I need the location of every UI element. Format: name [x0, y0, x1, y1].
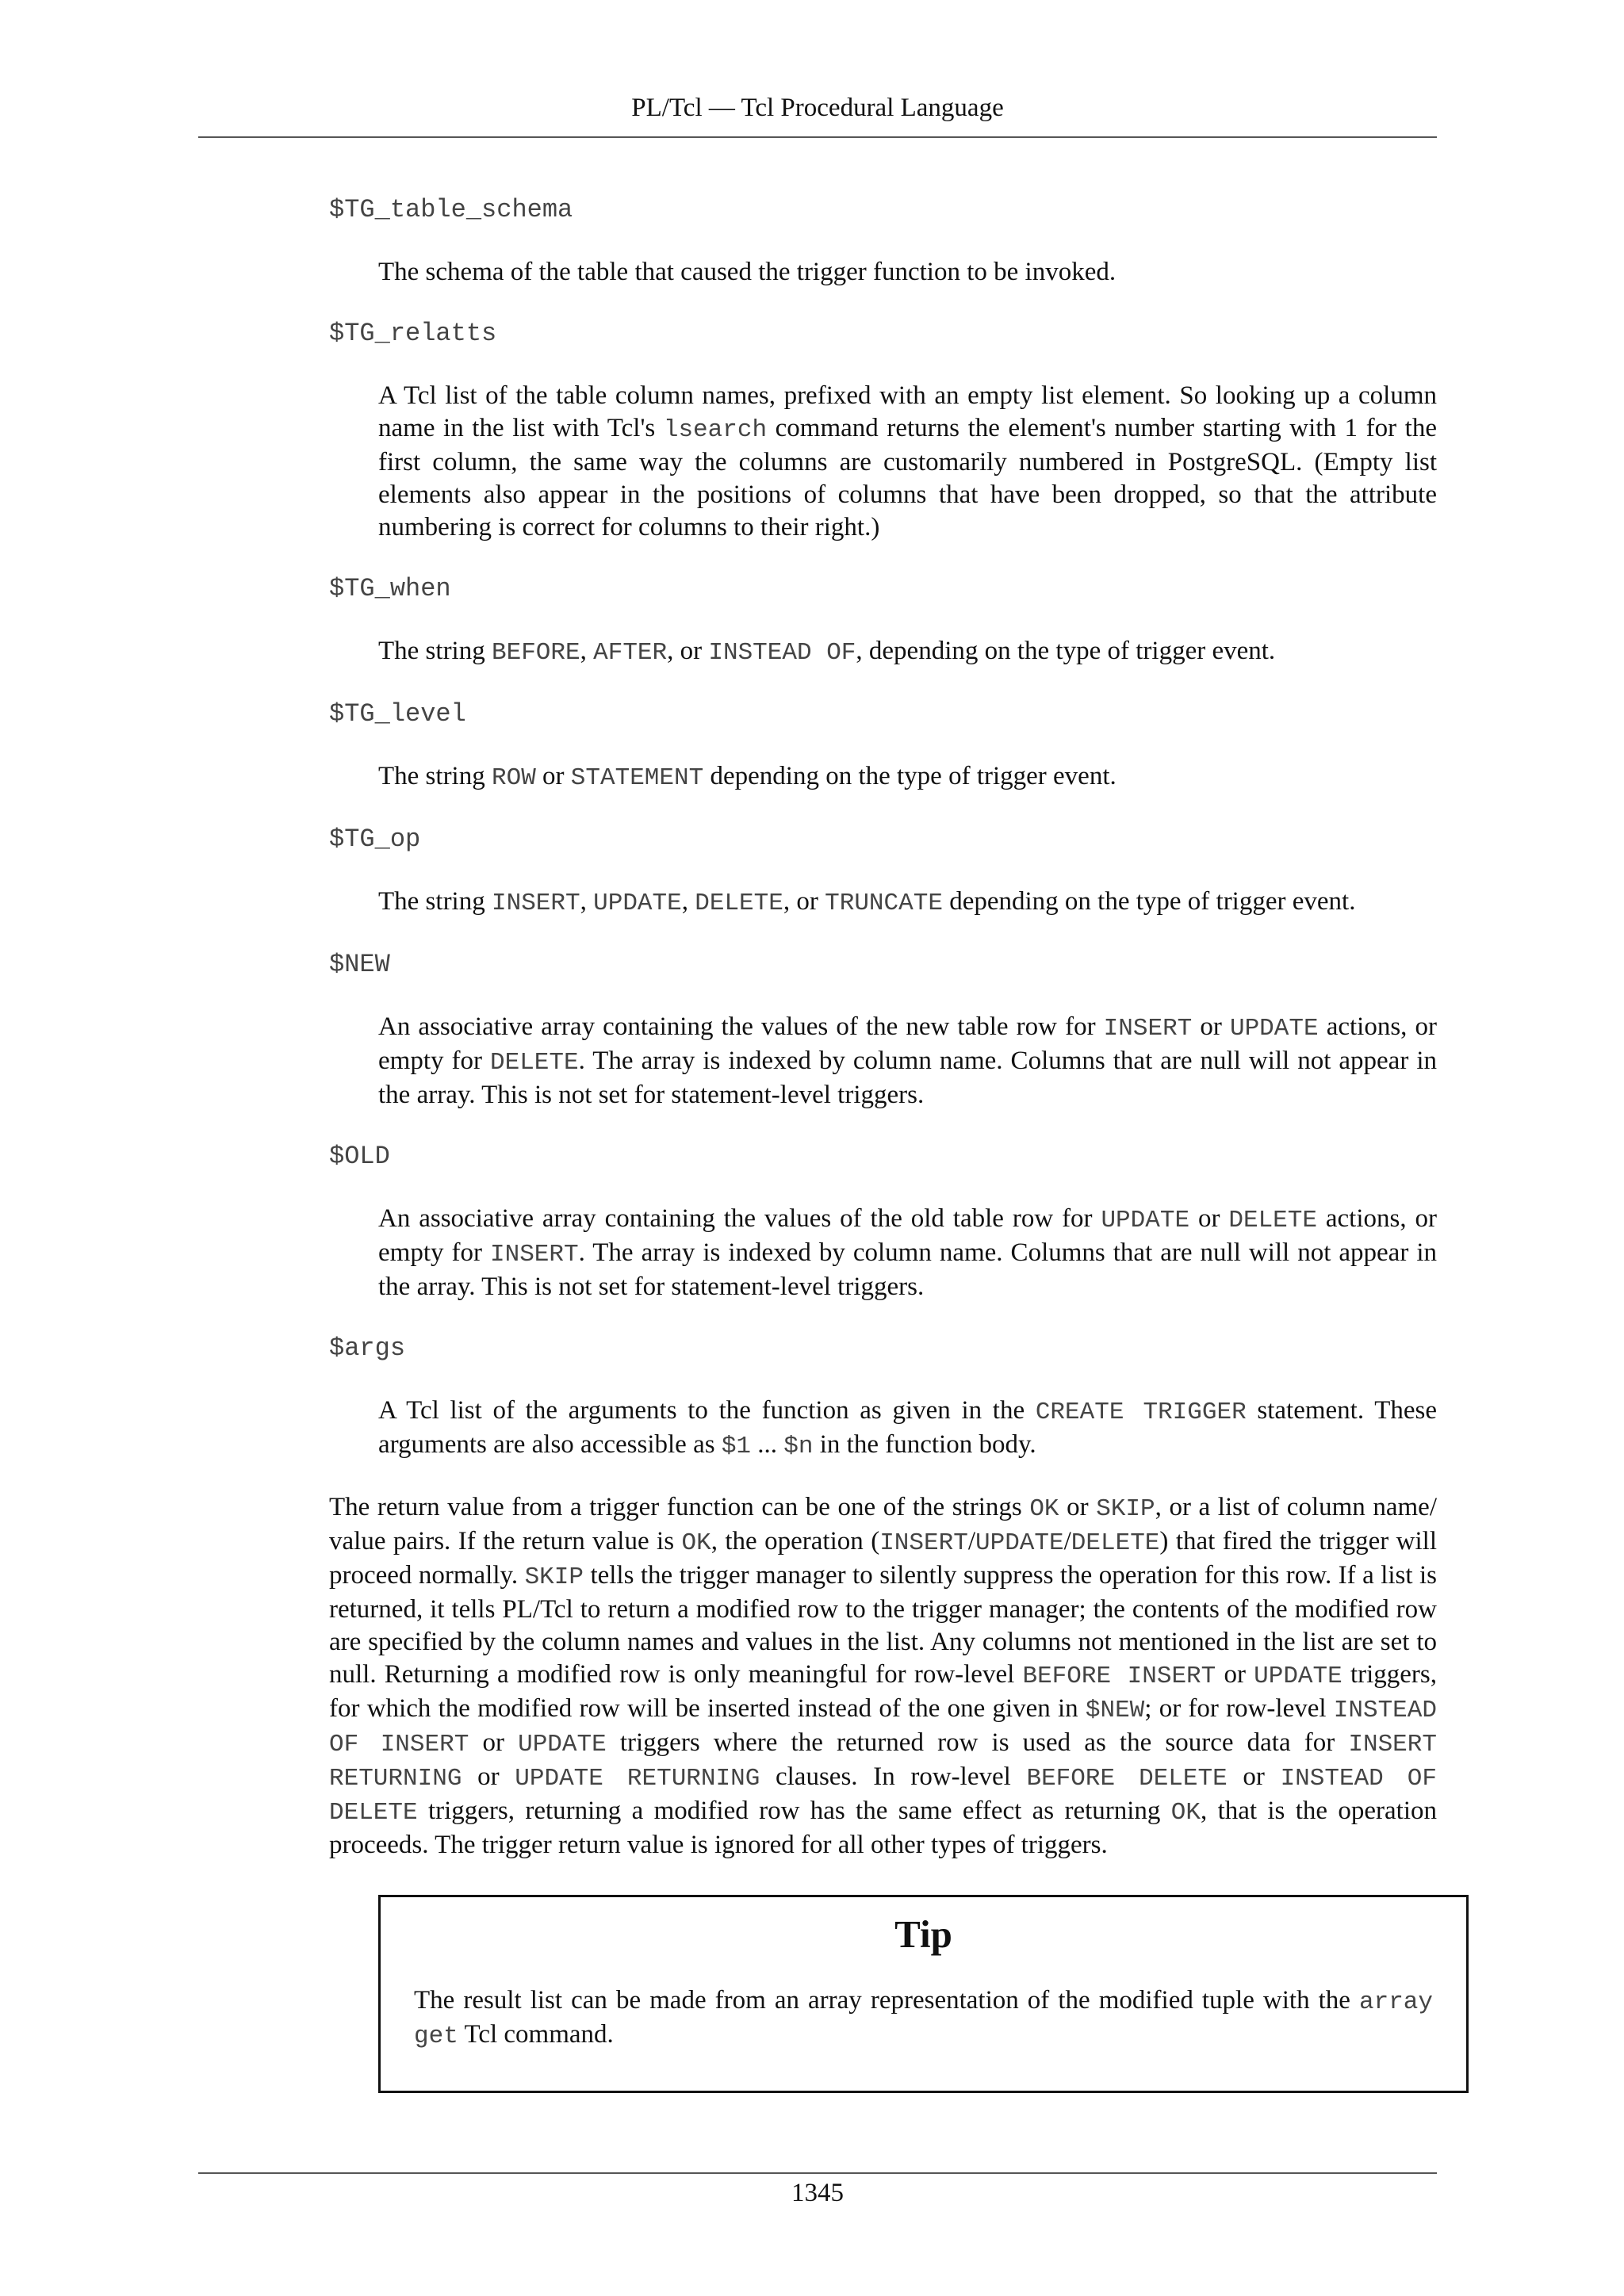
variable-description — [378, 1011, 1437, 1112]
inline-code: CREATE TRIGGER — [1035, 1399, 1247, 1426]
inline-code: INSERT — [879, 1529, 968, 1557]
inline-code: DELETE — [489, 1049, 579, 1077]
text-run: A Tcl list of the table column names, prefixed with an empty list element. So looking up a column name in the list with Tcl's — [378, 381, 1437, 442]
inline-code: DELETE — [1071, 1529, 1160, 1557]
variable-term: $TG_op — [329, 825, 421, 854]
text-run: , depending on the type of trigger event. — [856, 637, 1276, 665]
text-run: The string — [378, 887, 492, 916]
inline-code: INSTEAD OF — [708, 639, 856, 667]
inline-code: array get — [414, 1988, 1433, 2050]
tip-body — [414, 1984, 1433, 2053]
text-run: , that is the operation proceeds. The trigger return value is ignored for all other types of triggers. — [329, 1797, 1437, 1859]
inline-code: DELETE — [1228, 1207, 1317, 1234]
inline-code: UPDATE — [1101, 1207, 1190, 1234]
variable-term: $TG_when — [329, 574, 451, 603]
text-run: . The array is indexed by column name. Columns that are null will not appear in the array. This is not set for statement-level triggers. — [378, 1238, 1437, 1301]
inline-code: UPDATE — [518, 1731, 607, 1758]
text-run: or — [462, 1762, 515, 1791]
inline-code: lsearch — [663, 416, 768, 444]
page-number: 1345 — [791, 2179, 844, 2207]
text-run: . The array is indexed by column name. Columns that are null will not appear in the array. This is not set for statement-level triggers. — [378, 1047, 1437, 1109]
inline-code: INSERT — [489, 1241, 579, 1269]
text-run: An associative array containing the values of the old table row for — [378, 1204, 1101, 1233]
text-run: actions, or empty for — [378, 1012, 1437, 1075]
text-run: , or a list of column name/ value pairs. If the return value is — [329, 1493, 1437, 1556]
variable-description — [378, 635, 1437, 669]
inline-code: INSTEAD OF INSERT — [329, 1697, 1437, 1758]
text-run: A Tcl list of the arguments to the function as given in the — [378, 1396, 1036, 1425]
text-run: , or — [667, 637, 709, 665]
variable-description — [378, 256, 1437, 289]
text-run: or — [535, 762, 571, 790]
tip-box — [378, 1895, 1469, 2093]
inline-code: $n — [783, 1433, 814, 1460]
variable-description — [378, 886, 1437, 920]
text-run: ; or for row-level — [1144, 1694, 1334, 1723]
text-run: An associative array containing the values of the new table row for — [378, 1012, 1104, 1041]
inline-code: OK — [1029, 1495, 1059, 1523]
inline-code: UPDATE — [593, 890, 682, 917]
inline-code: INSERT RETURNING — [329, 1731, 1437, 1793]
inline-code: OK — [681, 1529, 711, 1557]
variable-term: $TG_level — [329, 699, 466, 729]
inline-code: AFTER — [593, 639, 668, 667]
text-run: or — [1059, 1493, 1097, 1521]
text-run: clauses. In row-level — [760, 1762, 1027, 1791]
inline-code: UPDATE — [1254, 1663, 1342, 1690]
inline-code: BEFORE — [491, 639, 580, 667]
inline-code: SKIP — [524, 1563, 584, 1591]
text-run: ... — [751, 1430, 784, 1459]
variable-term: $TG_relatts — [329, 319, 497, 348]
variable-description — [378, 1203, 1437, 1303]
text-run: tells the trigger manager to silently suppress the operation for this row. If a list is returned, it tells PL/Tcl to return a modified row to the trigger manager; the contents of the modified row are specified by the column names and values in the list. Any columns not mentioned in the list are set to null. Returning a modified row is only meaningful for row-level — [329, 1561, 1437, 1689]
inline-code: SKIP — [1096, 1495, 1155, 1523]
footer-rule — [198, 2172, 1437, 2174]
text-run: ) that fired the trigger will proceed normally. — [329, 1527, 1437, 1590]
inline-code: UPDATE — [1229, 1015, 1319, 1043]
inline-code: DELETE — [695, 890, 783, 917]
inline-code: STATEMENT — [570, 764, 704, 792]
variable-list — [329, 193, 1437, 1463]
text-run: triggers, returning a modified row has the same effect as returning — [417, 1797, 1171, 1825]
text-run: in the function body. — [813, 1430, 1036, 1459]
text-run: , or — [783, 887, 825, 916]
text-run: The schema of the table that caused the trigger function to be invoked. — [378, 258, 1116, 286]
variable-term: $NEW — [329, 950, 390, 979]
text-run: depending on the type of trigger event. — [703, 762, 1116, 790]
text-run: , the operation ( — [710, 1527, 880, 1556]
text-run: or — [1227, 1762, 1281, 1791]
inline-code: INSERT — [1103, 1015, 1193, 1043]
text-run: , — [681, 887, 695, 916]
variable-term: $TG_table_schema — [329, 195, 573, 224]
inline-code: BEFORE INSERT — [1022, 1663, 1216, 1690]
variable-term: $OLD — [329, 1142, 390, 1171]
text-run: The return value from a trigger function can be one of the strings — [329, 1493, 1030, 1521]
variable-term: $args — [329, 1334, 406, 1363]
text-run: or — [469, 1728, 519, 1757]
text-run: actions, or empty for — [378, 1204, 1437, 1267]
tip-title: Tip — [894, 1912, 952, 1956]
text-run: The result list can be made from an array representation of the modified tuple with the — [414, 1986, 1359, 2015]
page-header: PL/Tcl — Tcl Procedural Language — [631, 94, 1004, 122]
text-run: triggers, for which the modified row will be inserted instead of the one given in — [329, 1660, 1437, 1723]
header-rule — [198, 136, 1437, 138]
text-run: / — [1063, 1527, 1071, 1556]
return-value-paragraph — [329, 1491, 1437, 1862]
text-run: or — [1216, 1660, 1254, 1689]
text-run: or — [1189, 1204, 1229, 1233]
inline-code: UPDATE RETURNING — [515, 1765, 760, 1793]
text-run: or — [1192, 1012, 1230, 1041]
inline-code: OK — [1170, 1799, 1201, 1827]
text-run: command returns the element's number starting with 1 for the first column, the same way the columns are customarily numbered in PostgreSQL. (Empty list elements also appear in the positions of columns that have been dropped, so that the attribute numbering is correct for columns to their right.) — [378, 414, 1437, 541]
inline-code: INSTEAD OF DELETE — [329, 1765, 1438, 1827]
text-run: The string — [378, 762, 492, 790]
inline-code: $NEW — [1085, 1697, 1145, 1724]
variable-description — [378, 380, 1437, 544]
variable-description — [378, 760, 1437, 794]
text-run: statement. These arguments are also accessible as — [378, 1396, 1437, 1459]
text-run: The string — [378, 637, 492, 665]
main-content — [329, 193, 1437, 2093]
inline-code: ROW — [491, 764, 536, 792]
text-run: Tcl command. — [458, 2020, 614, 2049]
text-run: , — [580, 637, 594, 665]
inline-code: $1 — [721, 1433, 752, 1460]
inline-code: UPDATE — [975, 1529, 1064, 1557]
text-run: depending on the type of trigger event. — [942, 887, 1356, 916]
text-run: , — [580, 887, 594, 916]
inline-code: TRUNCATE — [825, 890, 943, 917]
text-run: triggers where the returned row is used as the source data for — [606, 1728, 1349, 1757]
inline-code: BEFORE DELETE — [1026, 1765, 1228, 1793]
text-run: / — [967, 1527, 975, 1556]
variable-description — [378, 1395, 1437, 1463]
inline-code: INSERT — [491, 890, 580, 917]
